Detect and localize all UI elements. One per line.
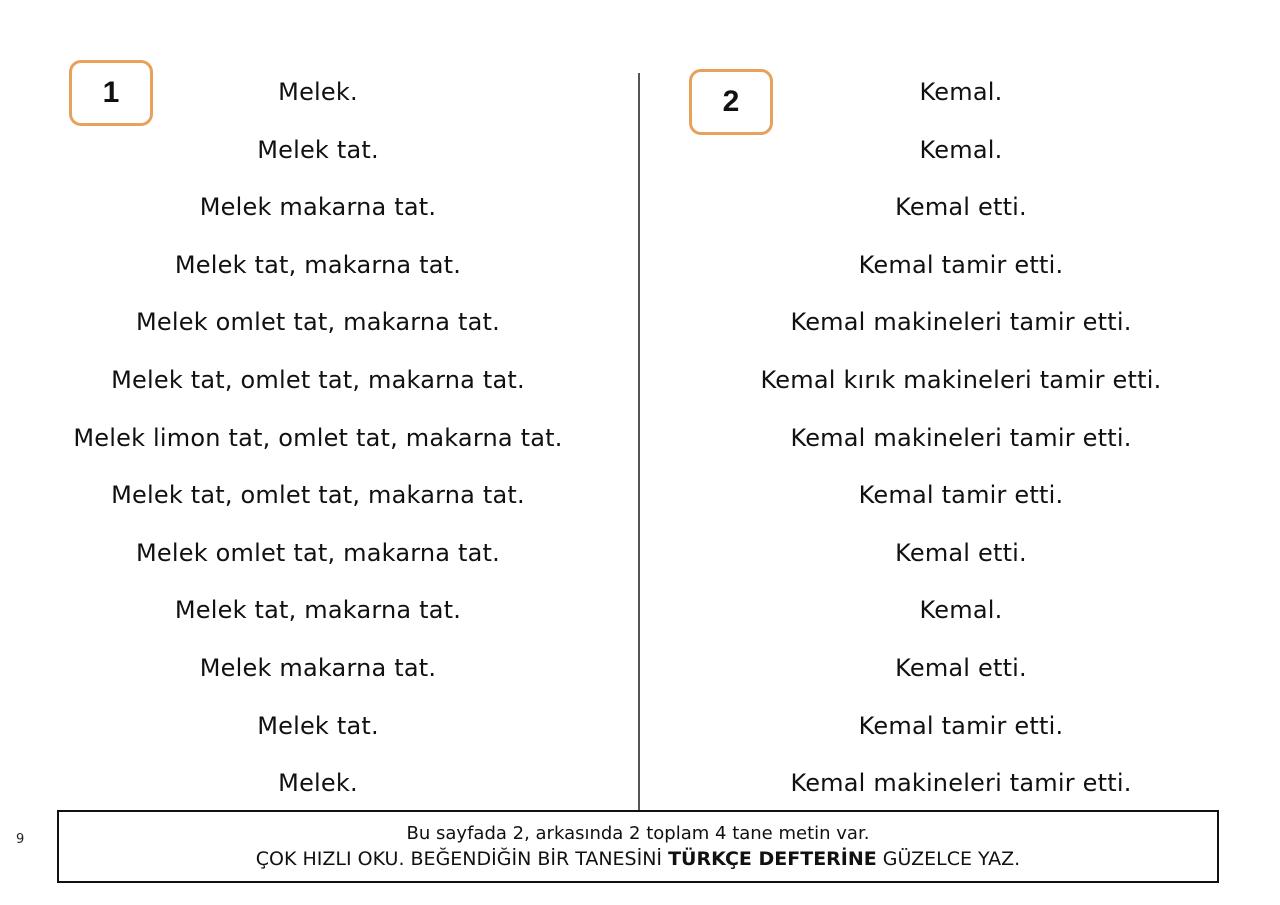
sentence-line: Melek tat, makarna tat. bbox=[174, 596, 462, 625]
sentence-line: Kemal makineleri tamir etti. bbox=[790, 308, 1132, 337]
sentence-line: Kemal. bbox=[919, 78, 1003, 106]
sentence-line: Kemal makineleri tamir etti. bbox=[790, 423, 1132, 452]
sentence-line: Kemal etti. bbox=[895, 193, 1027, 222]
section-number-badge-2: 2 bbox=[689, 69, 773, 135]
sentence-line: Kemal tamir etti. bbox=[858, 250, 1064, 279]
reading-text-1 bbox=[40, 64, 596, 813]
sentence-line: Kemal kırık makineleri tamir etti. bbox=[760, 365, 1162, 394]
instruction-line-1: Bu sayfada 2, arkasında 2 toplam 4 tane metin var. bbox=[406, 822, 870, 844]
sentence-line: Melek tat, omlet tat, makarna tat. bbox=[111, 481, 525, 510]
sentence-line: Melek tat. bbox=[257, 135, 379, 164]
sentence-line: Kemal etti. bbox=[895, 538, 1027, 567]
sentence-line: Melek makarna tat. bbox=[199, 193, 437, 222]
sentence-line: Melek omlet tat, makarna tat. bbox=[136, 308, 500, 337]
instruction-box bbox=[57, 810, 1219, 883]
sentence-line: Kemal. bbox=[919, 135, 1003, 164]
column-divider bbox=[638, 73, 640, 811]
sentence-line: Melek. bbox=[278, 769, 358, 798]
sentence-line: Kemal makineleri tamir etti. bbox=[790, 769, 1132, 798]
instruction-text-end: GÜZELCE YAZ. bbox=[876, 847, 1021, 870]
page-number: 9 bbox=[16, 832, 25, 847]
sentence-line: Kemal. bbox=[919, 596, 1003, 625]
sentence-line: Melek. bbox=[278, 78, 358, 106]
sentence-line: Kemal tamir etti. bbox=[858, 711, 1064, 740]
sentence-line: Kemal etti. bbox=[895, 653, 1027, 682]
instruction-emphasis: TÜRKÇE DEFTERİNE bbox=[668, 847, 877, 870]
sentence-line: Melek tat, makarna tat. bbox=[174, 250, 462, 279]
instruction-line-2 bbox=[256, 846, 1020, 872]
sentence-line: Melek tat, omlet tat, makarna tat. bbox=[111, 365, 525, 394]
sentence-line: Kemal tamir etti. bbox=[858, 481, 1064, 510]
reading-text-2 bbox=[688, 64, 1234, 813]
sentence-line: Melek tat. bbox=[257, 711, 379, 740]
sentence-line: Melek makarna tat. bbox=[199, 653, 437, 682]
sentence-line: Melek omlet tat, makarna tat. bbox=[136, 538, 500, 567]
sentence-line: Melek limon tat, omlet tat, makarna tat. bbox=[73, 423, 563, 452]
section-number-badge-1: 1 bbox=[69, 60, 153, 126]
instruction-text: ÇOK HIZLI OKU. BEĞENDİĞİN BİR TANESİNİ bbox=[255, 847, 669, 870]
